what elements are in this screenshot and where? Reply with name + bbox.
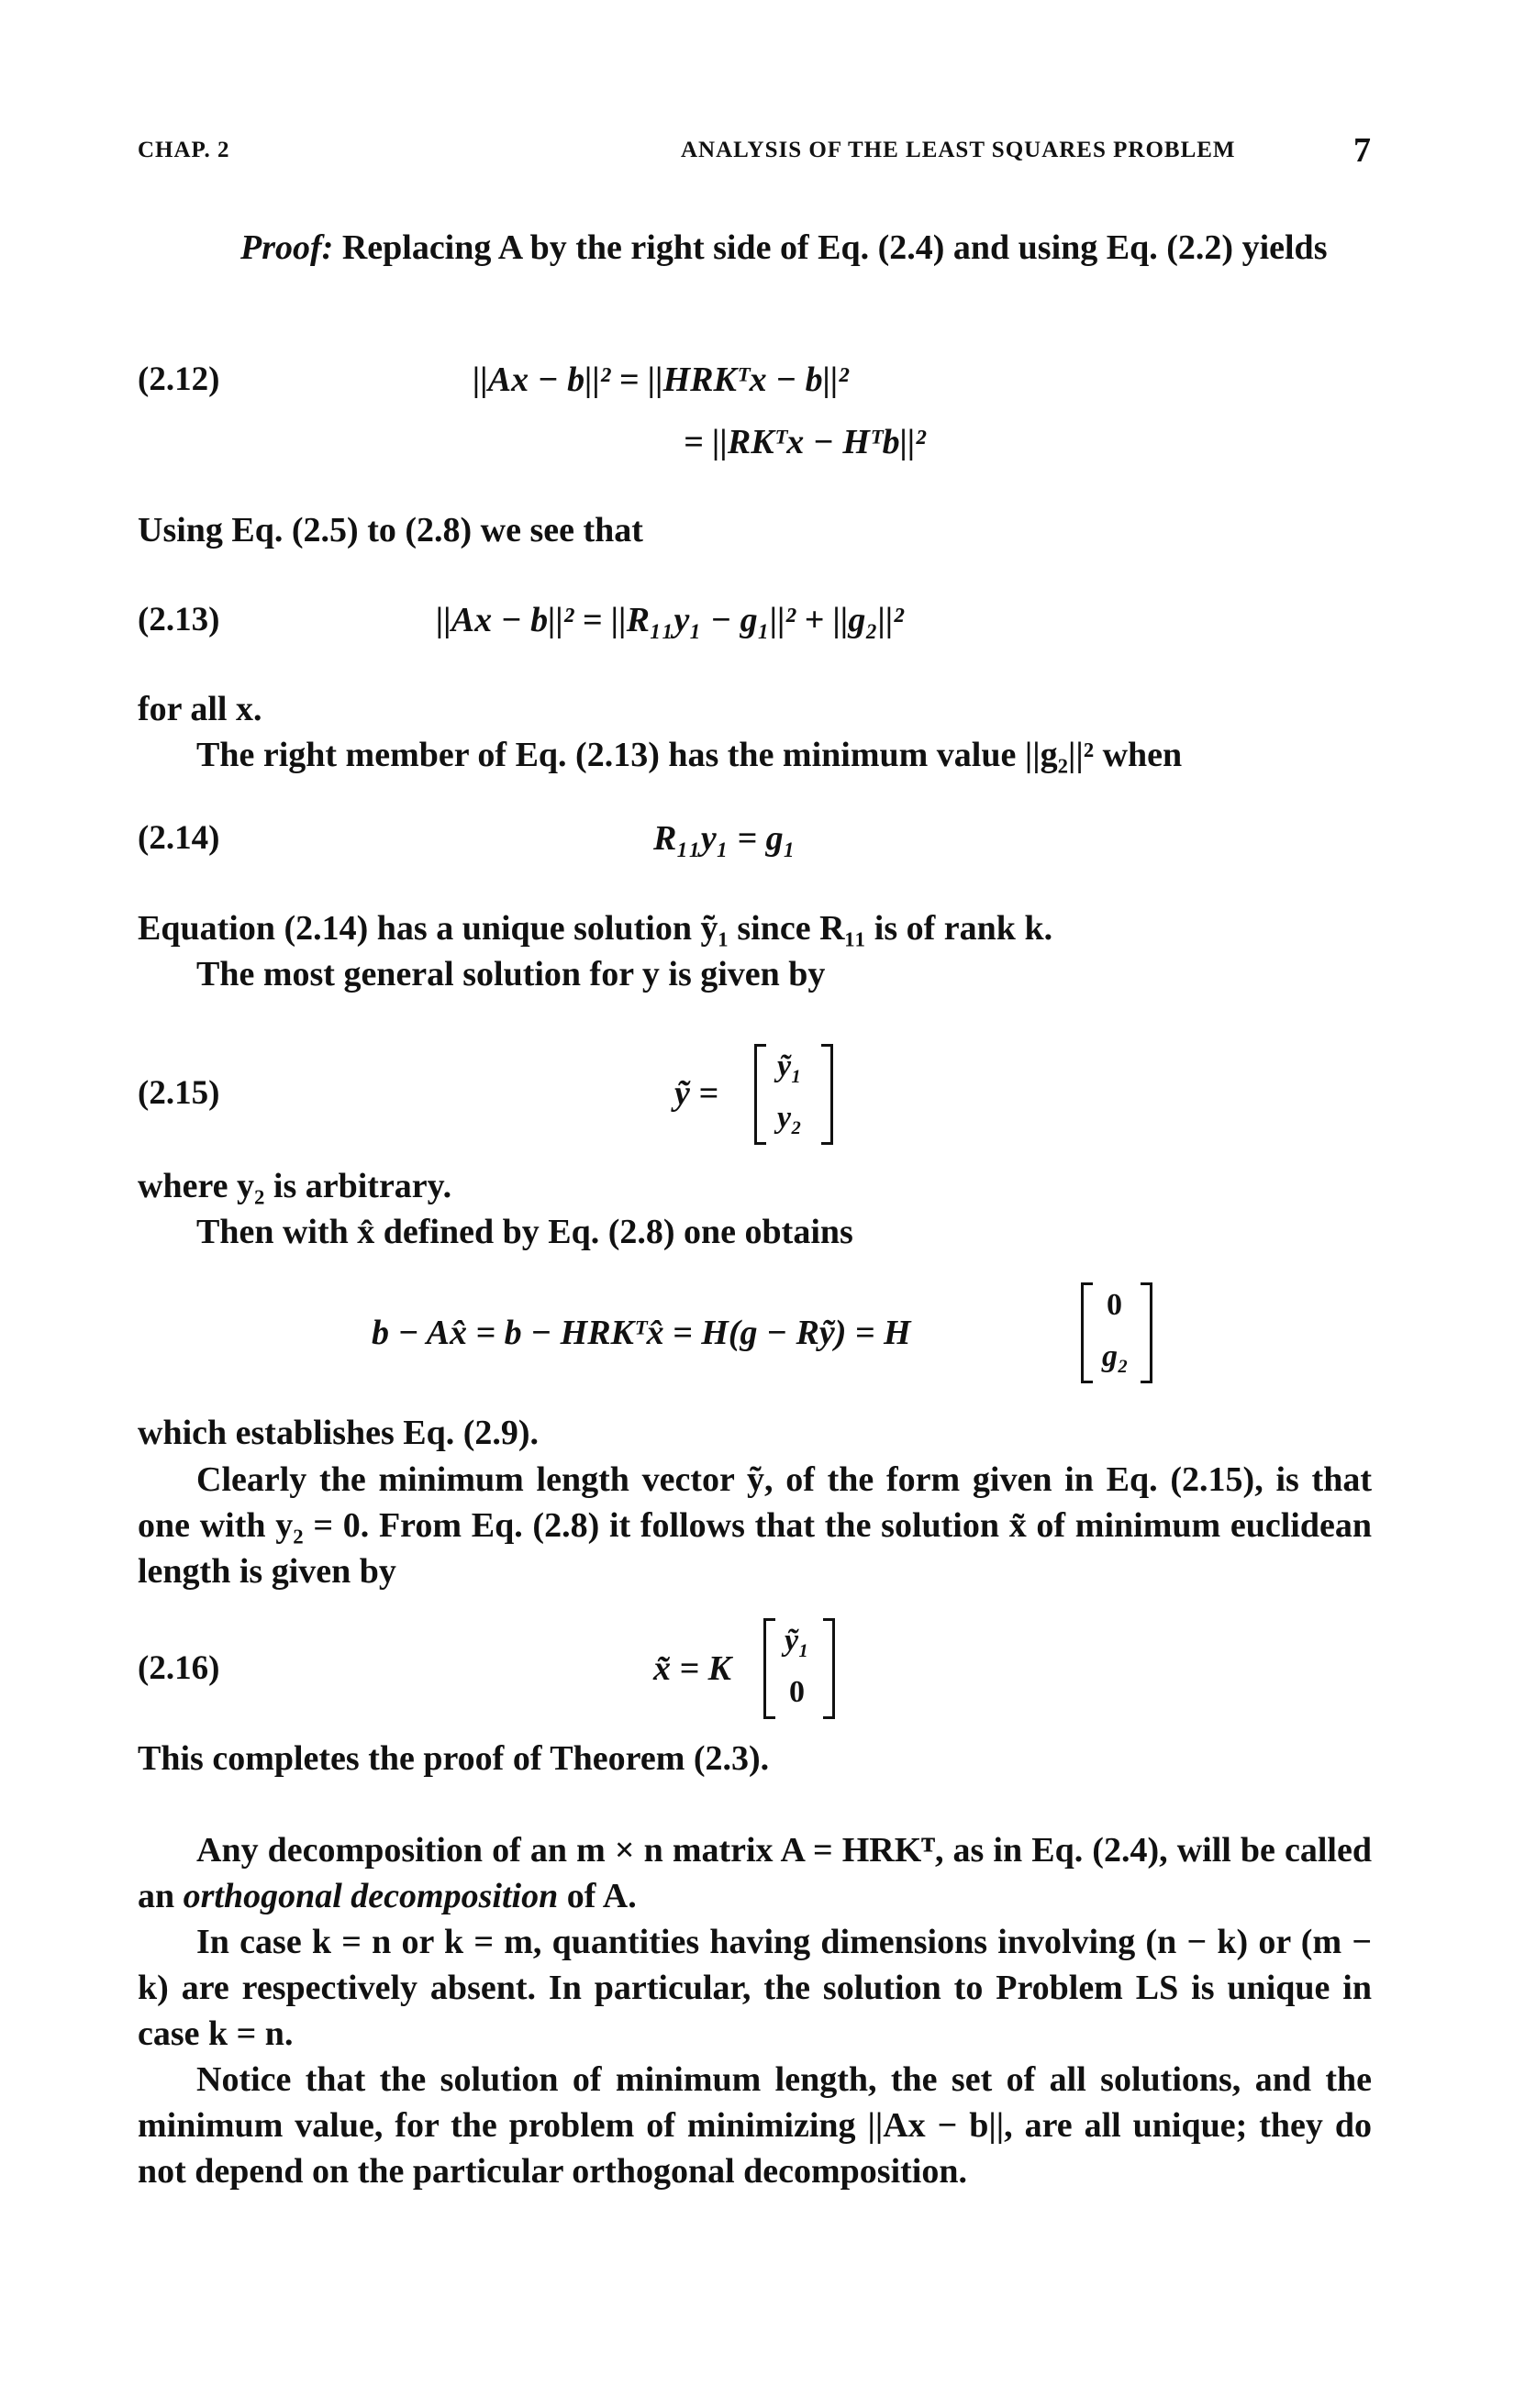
eq-2-15-label: (2.15) — [138, 1074, 220, 1112]
eq-unlabeled-bottom: g₂ — [1102, 1339, 1129, 1373]
notice-para: Notice that the solution of minimum length, the set of all solutions, and the minimum value, for the problem of minimizing ||Ax − b||, are all unique; they do not depend on the particular orthogonal decomposition. — [138, 2060, 1372, 2191]
any-decomposition-text-a: Any decomposition of an m × n matrix A = HRKᵀ, as in Eq. (2.4), will be called an — [138, 1831, 1372, 1915]
eq-2-15-bottom: y₂ — [777, 1101, 802, 1135]
eq-2-15-top: ỹ₁ — [777, 1049, 802, 1083]
eq-2-16-bottom: 0 — [789, 1675, 805, 1709]
eq-2-12-line2: = ||RKᵀx − Hᵀb||² — [684, 423, 926, 461]
most-general-para: The most general solution for y is given by — [196, 955, 826, 993]
any-decomposition-para — [138, 1827, 1372, 1919]
in-case-para: In case k = n or k = m, quantities having dimensions involving (n − k) or (m − k) are respectively absent. In particular, the solution to Problem LS is unique in case k = n. — [138, 1923, 1372, 2053]
proof-intro — [138, 225, 1372, 271]
where-y2-para: where y₂ is arbitrary. — [138, 1167, 452, 1205]
eq-2-12-line1: ||Ax − b||² = ||HRKᵀx − b||² — [473, 361, 849, 399]
using-eq-para: Using Eq. (2.5) to (2.8) we see that — [138, 511, 643, 549]
eq-2-15-vector — [754, 1044, 833, 1145]
for-all-para: for all x. — [138, 690, 262, 728]
eq-unlabeled-vector — [1081, 1282, 1152, 1383]
completes-para: This completes the proof of Theorem (2.3). — [138, 1739, 770, 1778]
eq-2-16-top: ỹ₁ — [785, 1624, 809, 1658]
eq-2-16-vector — [763, 1618, 835, 1719]
eq-2-15-lhs: ỹ = — [674, 1074, 719, 1113]
chapter-label: CHAP. 2 — [138, 138, 230, 162]
running-title: ANALYSIS OF THE LEAST SQUARES PROBLEM — [681, 138, 1236, 162]
eq-2-13: ||Ax − b||² = ||R₁₁y₁ − g₁||² + ||g₂||² — [436, 601, 904, 639]
eq-2-14-label: (2.14) — [138, 819, 220, 857]
clearly-para: Clearly the minimum length vector ỹ, of the form given in Eq. (2.15), is that one with y₂ = 0. From Eq. (2.8) it follows that the solution x̃ of minimum euclidean length is given by — [138, 1460, 1372, 1591]
eq-2-16-label: (2.16) — [138, 1649, 220, 1687]
running-header — [138, 131, 1372, 178]
which-establishes-para: which establishes Eq. (2.9). — [138, 1414, 540, 1452]
any-decomposition-text-b: of A. — [558, 1877, 637, 1915]
page-number: 7 — [1353, 131, 1372, 170]
eq-unlabeled-lhs: b − Ax̂ = b − HRKᵀx̂ = H(g − Rỹ) = H — [372, 1314, 911, 1352]
orthogonal-decomposition-term: orthogonal decomposition — [183, 1877, 559, 1915]
eq-unlabeled-top: 0 — [1107, 1288, 1122, 1322]
right-member-para: The right member of Eq. (2.13) has the minimum value ||g₂||² when — [196, 736, 1183, 774]
unique-solution-para: Equation (2.14) has a unique solution ỹ₁ since R₁₁ is of rank k. — [138, 909, 1053, 948]
eq-2-14: R₁₁y₁ = g₁ — [653, 819, 796, 858]
then-with-para: Then with x̂ defined by Eq. (2.8) one obtains — [196, 1213, 853, 1251]
proof-intro-text: Replacing A by the right side of Eq. (2.4) and using Eq. (2.2) yields — [333, 228, 1328, 267]
proof-label: Proof: — [240, 228, 334, 267]
eq-2-13-label: (2.13) — [138, 601, 220, 638]
eq-2-16-lhs: x̃ = K — [653, 1649, 731, 1688]
eq-2-12-label: (2.12) — [138, 361, 220, 398]
